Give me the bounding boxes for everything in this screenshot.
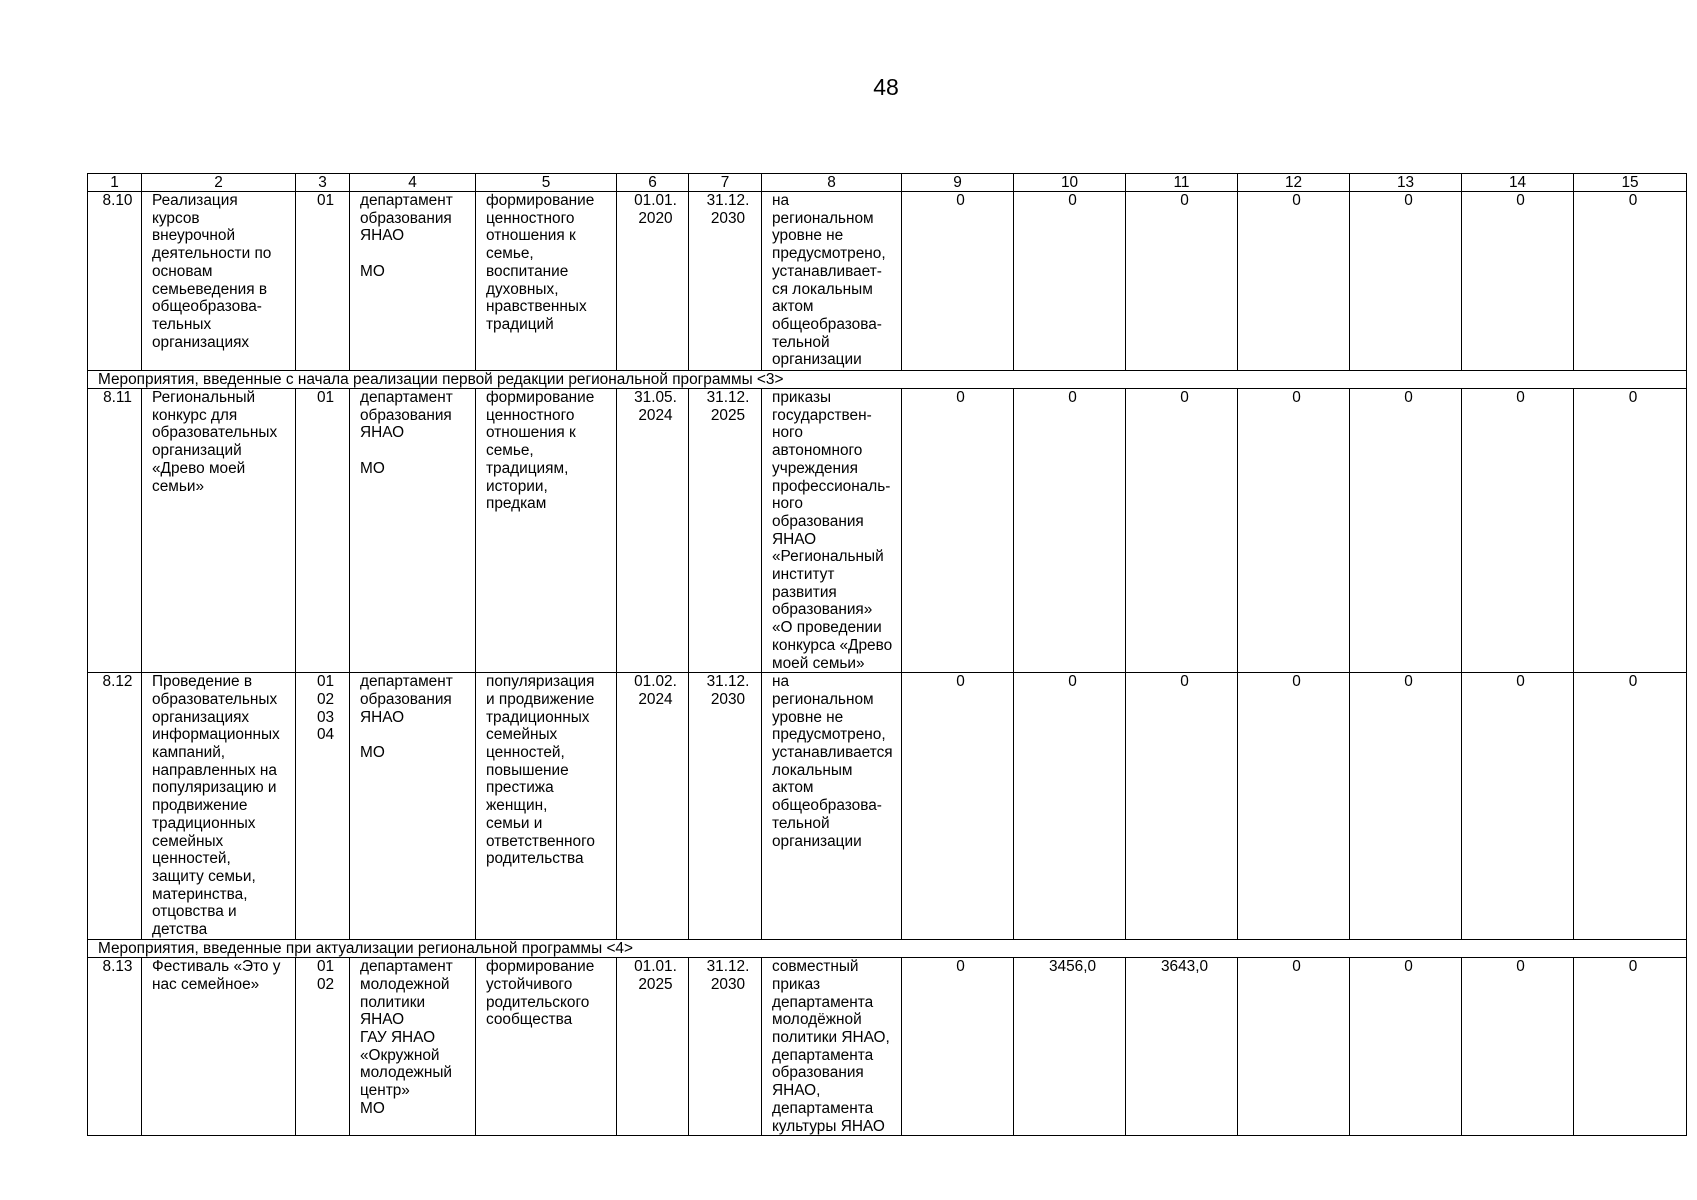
executor: департамент молодежной политики ЯНАО ГАУ ЯНАО «Окружной молодежный центр» МО [350,958,476,1136]
column-header: 6 [617,174,689,192]
end-date: 31.12. 2025 [689,389,762,673]
expected-result: популяризация и продвижение традиционных семейных ценностей, повышение престижа женщин, семьи и ответственного родительства [476,673,617,940]
measure-name: Фестиваль «Это у нас семейное» [142,958,296,1136]
task-codes: 01 02 03 04 [296,673,350,940]
table-row [88,192,1687,371]
column-header: 11 [1126,174,1238,192]
funding-value: 0 [1350,192,1462,371]
end-date: 31.12. 2030 [689,958,762,1136]
funding-value: 0 [902,958,1014,1136]
measure-name: Реализация курсов внеурочной деятельности по основам семьеведения в общеобразова- тельных организациях [142,192,296,371]
column-header: 12 [1238,174,1350,192]
start-date: 01.01. 2025 [617,958,689,1136]
task-codes: 01 [296,192,350,371]
column-header: 4 [350,174,476,192]
funding-value: 0 [1462,673,1574,940]
funding-value: 3456,0 [1014,958,1126,1136]
funding-value: 0 [1014,192,1126,371]
funding-value: 0 [1126,673,1238,940]
funding-value: 0 [1462,192,1574,371]
funding-value: 0 [1574,958,1687,1136]
funding-value: 0 [1126,192,1238,371]
task-codes: 01 02 [296,958,350,1136]
column-header: 7 [689,174,762,192]
funding-value: 0 [1238,389,1350,673]
row-number: 8.11 [88,389,142,673]
section-row [88,940,1687,958]
header-row [88,174,1687,192]
start-date: 31.05. 2024 [617,389,689,673]
column-header: 2 [142,174,296,192]
expected-result: формирование устойчивого родительского сообщества [476,958,617,1136]
funding-value: 0 [1238,192,1350,371]
funding-value: 0 [1126,389,1238,673]
funding-value: 0 [1462,958,1574,1136]
funding-value: 0 [1350,673,1462,940]
task-codes: 01 [296,389,350,673]
executor: департамент образования ЯНАО МО [350,192,476,371]
table-row [88,958,1687,1136]
program-measures-table [87,173,1687,1136]
funding-value: 3643,0 [1126,958,1238,1136]
column-header: 9 [902,174,1014,192]
funding-value: 0 [1574,673,1687,940]
funding-value: 0 [1462,389,1574,673]
row-number: 8.12 [88,673,142,940]
legal-basis: приказы государствен- ного автономного учреждения профессиональ- ного образования ЯНАО «Региональный институт развития образования» «О проведении конкурса «Древо моей семьи» [762,389,902,673]
section-title: Мероприятия, введенные при актуализации региональной программы <4> [88,940,1687,958]
funding-value: 0 [1574,389,1687,673]
column-header: 3 [296,174,350,192]
column-header: 1 [88,174,142,192]
funding-value: 0 [902,192,1014,371]
start-date: 01.01. 2020 [617,192,689,371]
funding-value: 0 [1238,673,1350,940]
table-row [88,673,1687,940]
funding-value: 0 [1238,958,1350,1136]
row-number: 8.10 [88,192,142,371]
row-number: 8.13 [88,958,142,1136]
column-header: 13 [1350,174,1462,192]
executor: департамент образования ЯНАО МО [350,673,476,940]
funding-value: 0 [1350,958,1462,1136]
funding-value: 0 [1014,673,1126,940]
executor: департамент образования ЯНАО МО [350,389,476,673]
column-header: 10 [1014,174,1126,192]
column-header: 5 [476,174,617,192]
table-row [88,389,1687,673]
funding-value: 0 [902,673,1014,940]
legal-basis: на региональном уровне не предусмотрено, устанавливается локальным актом общеобразова- тельной организации [762,673,902,940]
funding-value: 0 [1014,389,1126,673]
column-header: 15 [1574,174,1687,192]
measure-name: Региональный конкурс для образовательных организаций «Древо моей семьи» [142,389,296,673]
end-date: 31.12. 2030 [689,673,762,940]
end-date: 31.12. 2030 [689,192,762,371]
funding-value: 0 [1574,192,1687,371]
section-row [88,371,1687,389]
funding-value: 0 [902,389,1014,673]
expected-result: формирование ценностного отношения к семье, традициям, истории, предкам [476,389,617,673]
legal-basis: на региональном уровне не предусмотрено, устанавливает- ся локальным актом общеобразова- тельной организации [762,192,902,371]
funding-value: 0 [1350,389,1462,673]
start-date: 01.02. 2024 [617,673,689,940]
legal-basis: совместный приказ департамента молодёжной политики ЯНАО, департамента образования ЯНАО, департамента культуры ЯНАО [762,958,902,1136]
measure-name: Проведение в образовательных организациях информационных кампаний, направленных на популяризацию и продвижение традиционных семейных ценностей, защиту семьи, материнства, отцовства и детства [142,673,296,940]
column-header: 14 [1462,174,1574,192]
page-number: 48 [873,74,899,100]
section-title: Мероприятия, введенные с начала реализации первой редакции региональной программы <3> [88,371,1687,389]
column-header: 8 [762,174,902,192]
expected-result: формирование ценностного отношения к семье, воспитание духовных, нравственных традиций [476,192,617,371]
